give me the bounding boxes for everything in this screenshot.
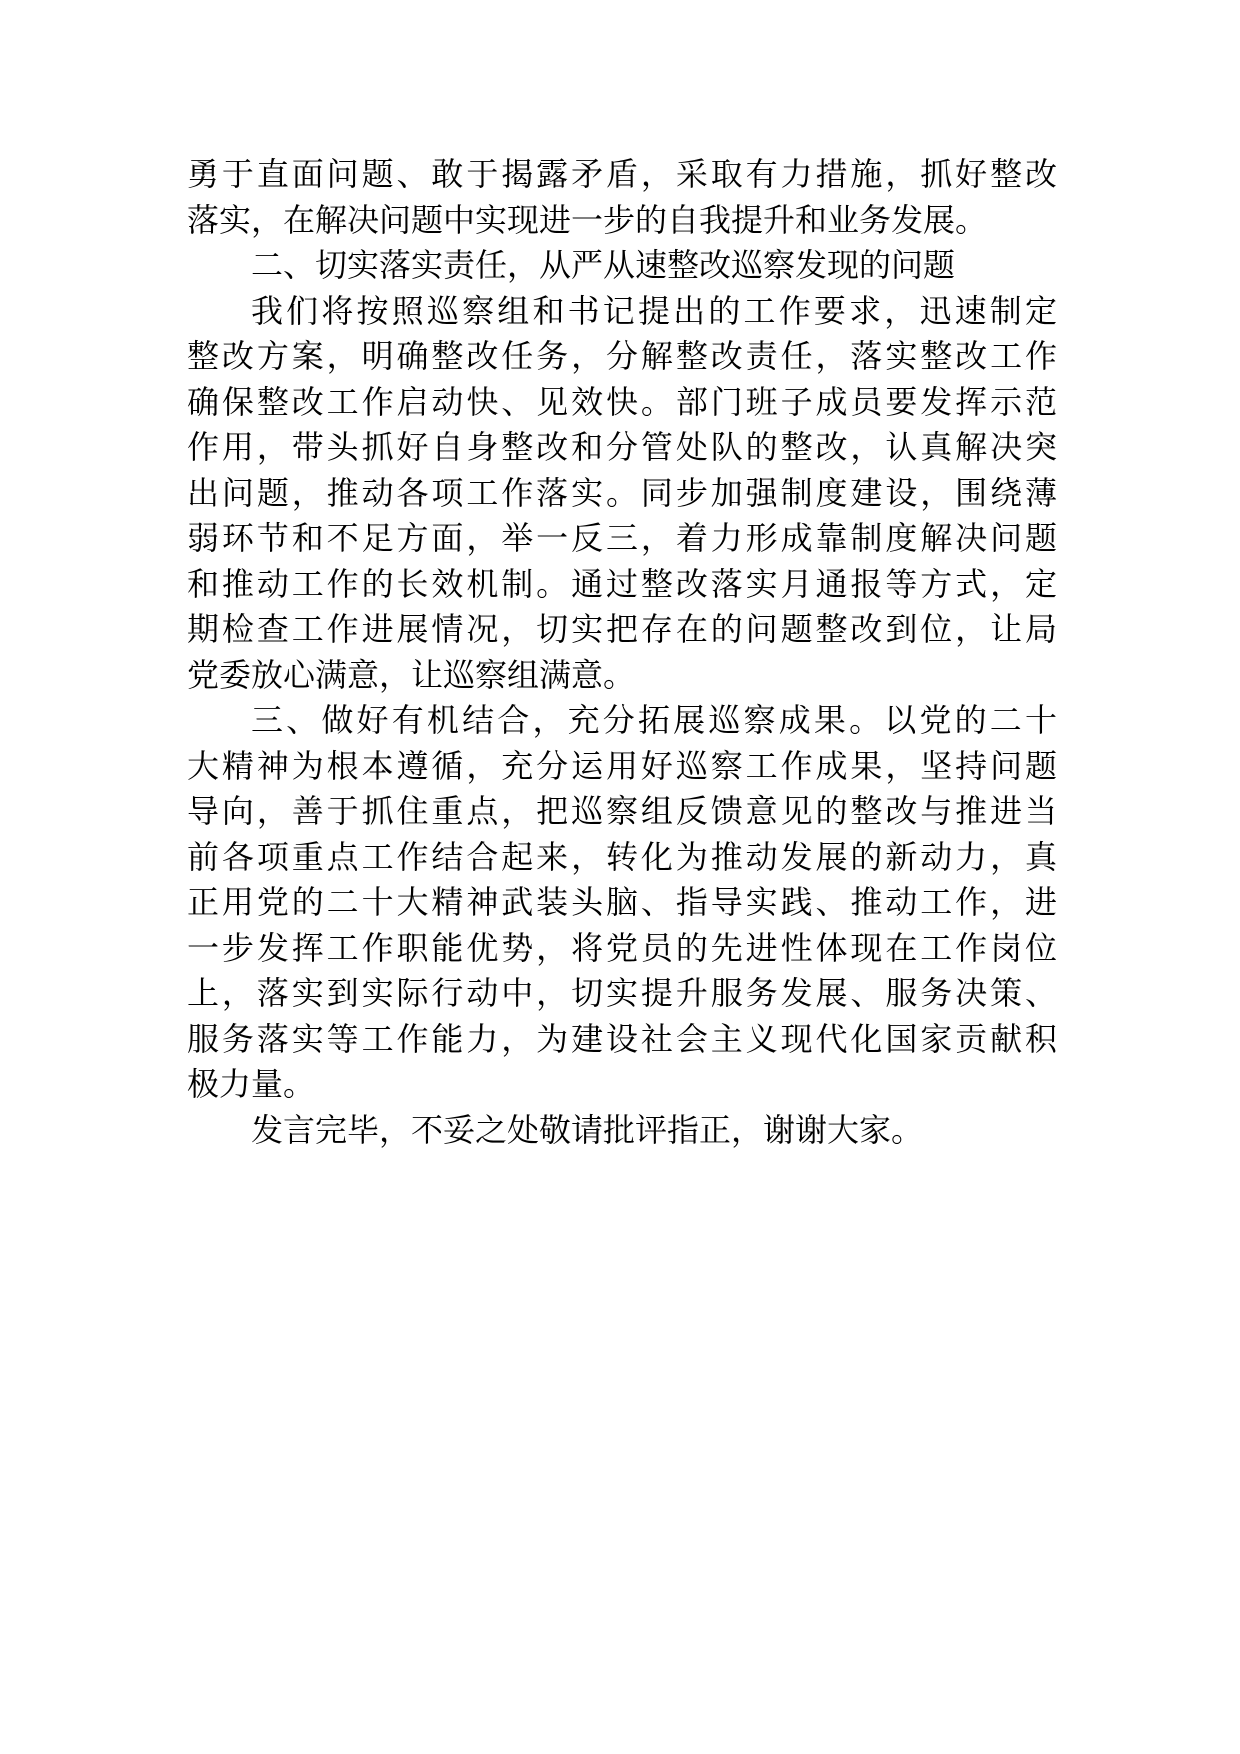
text-line: 服务落实等工作能力，为建设社会主义现代化国家贡献积 xyxy=(187,1019,1057,1058)
text-line: 和推动工作的长效机制。通过整改落实月通报等方式，定 xyxy=(187,564,1057,603)
text-line: 正用党的二十大精神武装头脑、指导实践、推动工作，进 xyxy=(187,883,1057,921)
text-line: 导向，善于抓住重点，把巡察组反馈意见的整改与推进当 xyxy=(187,792,1057,830)
text-line: 前各项重点工作结合起来，转化为推动发展的新动力，真 xyxy=(187,837,1057,876)
text-line: 一步发挥工作职能优势，将党员的先进性体现在工作岗位 xyxy=(187,928,1057,967)
text-line: 期检查工作进展情况，切实把存在的问题整改到位，让局 xyxy=(187,610,1057,648)
text-line: 确保整改工作启动快、见效快。部门班子成员要发挥示范 xyxy=(187,382,1057,421)
text-line: 大精神为根本遵循，充分运用好巡察工作成果，坚持问题 xyxy=(187,746,1057,785)
closing-line: 发言完毕，不妥之处敬请批评指正，谢谢大家。 xyxy=(251,1110,924,1149)
text-line: 党委放心满意，让巡察组满意。 xyxy=(187,655,636,694)
text-line: 勇于直面问题、敢于揭露矛盾，采取有力措施，抓好整改 xyxy=(187,155,1057,193)
text-line: 上，落实到实际行动中，切实提升服务发展、服务决策、 xyxy=(187,974,1057,1012)
text-line: 出问题，推动各项工作落实。同步加强制度建设，围绕薄 xyxy=(187,473,1057,512)
text-line: 弱环节和不足方面，举一反三，着力形成靠制度解决问题 xyxy=(187,519,1057,557)
text-line: 整改方案，明确整改任务，分解整改责任，落实整改工作 xyxy=(187,337,1057,375)
section-heading: 二、切实落实责任，从严从速整改巡察发现的问题 xyxy=(251,246,956,284)
text-line: 作用，带头抓好自身整改和分管处队的整改，认真解决突 xyxy=(187,428,1057,466)
section-heading: 三、做好有机结合，充分拓展巡察成果。以党的二十 xyxy=(251,701,1057,739)
text-line: 极力量。 xyxy=(187,1065,316,1103)
text-line: 我们将按照巡察组和书记提出的工作要求，迅速制定 xyxy=(251,291,1057,330)
document-body xyxy=(187,152,1057,1153)
text-line: 落实，在解决问题中实现进一步的自我提升和业务发展。 xyxy=(187,200,988,239)
